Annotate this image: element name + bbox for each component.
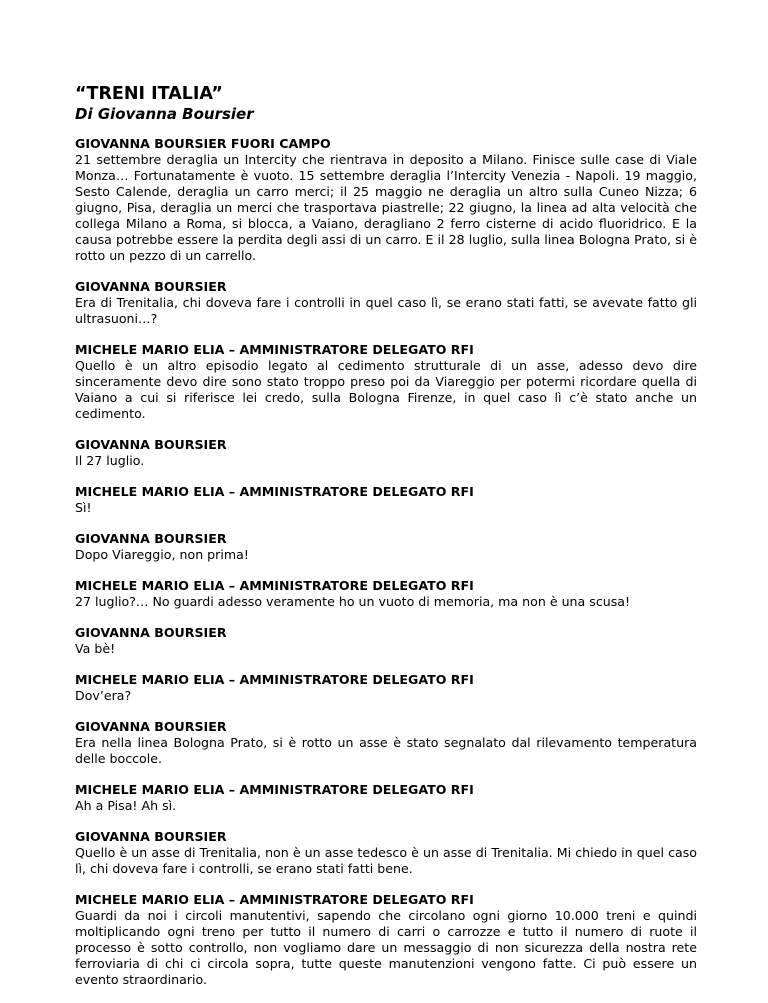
- speech-text: Guardi da noi i circoli manutentivi, sapendo che circolano ogni giorno 10.000 treni e quindi moltiplicando ogni treno per tutto il numero di carri o carrozze e tutto il numero di ruote il processo è sotto controllo, non vogliamo dare un messaggio di non sicurezza della nostra rete ferroviaria di chi ci circola sopra, tutte queste manutenzioni vengono fatte. Ci può essere un evento straordinario.: [75, 908, 697, 987]
- dialogue-block: [75, 892, 697, 988]
- speech-text: Ah a Pisa! Ah sì.: [75, 798, 177, 813]
- speech-text: Era nella linea Bologna Prato, si è rotto un asse è stato segnalato dal rilevamento temperatura delle boccole.: [75, 735, 697, 766]
- dialogue-block: [75, 782, 697, 814]
- speaker-label: GIOVANNA BOURSIER: [75, 829, 227, 844]
- speaker-label: GIOVANNA BOURSIER: [75, 279, 227, 294]
- dialogue-block: [75, 484, 697, 516]
- speech-text: Dov’era?: [75, 688, 132, 703]
- document-page: [75, 83, 697, 1003]
- speech-text: Quello è un altro episodio legato al cedimento strutturale di un asse, adesso devo dire sinceramente devo dire sono stato troppo preso poi da Viareggio per potermi ricordare quella di Vaiano a cui si riferisce lei credo, sulla Bologna Firenze, in quel caso lì c’è stato anche un cedimento.: [75, 358, 697, 421]
- speaker-label: MICHELE MARIO ELIA – AMMINISTRATORE DELEGATO RFI: [75, 782, 474, 797]
- speech-text: Il 27 luglio.: [75, 453, 145, 468]
- speech-text: Quello è un asse di Trenitalia, non è un asse tedesco è un asse di Trenitalia. Mi chiedo in quel caso lì, chi doveva fare i controlli, se erano stati fatti bene.: [75, 845, 697, 876]
- speech-text: Era di Trenitalia, chi doveva fare i controlli in quel caso lì, se erano stati fatti, se avevate fatto gli ultrasuoni…?: [75, 295, 697, 326]
- speaker-label: MICHELE MARIO ELIA – AMMINISTRATORE DELEGATO RFI: [75, 892, 474, 907]
- dialogue-block: [75, 625, 697, 657]
- dialogue-block: [75, 672, 697, 704]
- speaker-label: GIOVANNA BOURSIER FUORI CAMPO: [75, 136, 331, 151]
- dialogue-block: [75, 136, 697, 264]
- document-title: “TRENI ITALIA”: [75, 84, 223, 104]
- speaker-label: MICHELE MARIO ELIA – AMMINISTRATORE DELEGATO RFI: [75, 484, 474, 499]
- speaker-label: GIOVANNA BOURSIER: [75, 437, 227, 452]
- speaker-label: GIOVANNA BOURSIER: [75, 625, 227, 640]
- dialogue-block: [75, 279, 697, 327]
- speech-text: Va bè!: [75, 641, 116, 656]
- dialogue-block: [75, 342, 697, 422]
- dialogue-block: [75, 531, 697, 563]
- speaker-label: MICHELE MARIO ELIA – AMMINISTRATORE DELEGATO RFI: [75, 578, 474, 593]
- speaker-label: MICHELE MARIO ELIA – AMMINISTRATORE DELEGATO RFI: [75, 672, 474, 687]
- dialogue-block: [75, 437, 697, 469]
- dialogue-block: [75, 719, 697, 767]
- speaker-label: GIOVANNA BOURSIER: [75, 531, 227, 546]
- speech-text: Sì!: [75, 500, 92, 515]
- speech-text: 21 settembre deraglia un Intercity che rientrava in deposito a Milano. Finisce sulle case di Viale Monza… Fortunatamente è vuoto. 15 settembre deraglia l’Intercity Venezia - Napoli. 19 maggio, Sesto Calende, deraglia un carro merci; il 25 maggio ne deraglia un altro sulla Cuneo Nizza; 6 giugno, Pisa, deraglia un merci che trasportava piastrelle; 22 giugno, la linea ad alta velocità che collega Milano a Roma, si blocca, a Vaiano, deragliano 2 ferro cisterne di acido fluoridrico. E la causa potrebbe essere la perdita degli assi di un carro. E il 28 luglio, sulla linea Bologna Prato, si è rotto un pezzo di un carrello.: [75, 152, 697, 263]
- dialogue-block: [75, 578, 697, 610]
- speaker-label: MICHELE MARIO ELIA – AMMINISTRATORE DELEGATO RFI: [75, 342, 474, 357]
- document-author: Di Giovanna Boursier: [75, 105, 254, 123]
- speech-text: 27 luglio?… No guardi adesso veramente ho un vuoto di memoria, ma non è una scusa!: [75, 594, 631, 609]
- speaker-label: GIOVANNA BOURSIER: [75, 719, 227, 734]
- speech-text: Dopo Viareggio, non prima!: [75, 547, 249, 562]
- dialogue-block: [75, 829, 697, 877]
